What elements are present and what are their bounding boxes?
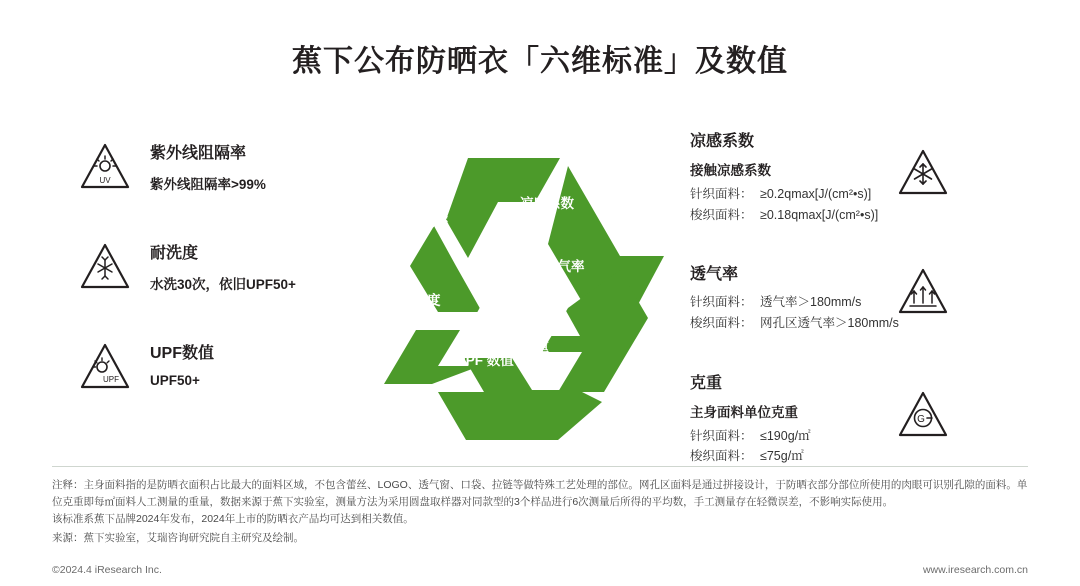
diagram-label-weight: 克重 xyxy=(522,339,549,354)
diagram-label-breathability: 透气率 xyxy=(544,259,585,274)
right-column xyxy=(690,128,940,503)
footnote-note2: 该标准系蕉下品牌2024年发布，2024年上市的防晒衣产品均可达到相关数值。 xyxy=(52,513,414,525)
item-heading: 透气率 xyxy=(690,266,739,284)
footer-copyright: ©2024.4 iResearch Inc. xyxy=(52,564,162,576)
footnote-source: 来源：蕉下实验室，艾瑞咨询研究院自主研究及绘制。 xyxy=(52,532,304,544)
item-line-label: 针织面料： xyxy=(690,295,753,310)
item-line-value: 透气率＞180mm/s xyxy=(760,295,862,310)
item-line xyxy=(690,205,940,226)
list-item xyxy=(78,140,378,194)
item-line-label: 梭织面料： xyxy=(690,315,753,330)
list-item xyxy=(690,261,940,333)
item-line-label: 针织面料： xyxy=(690,187,753,201)
item-heading: 耐洗度 xyxy=(150,245,199,262)
item-line xyxy=(690,446,940,467)
weight-triangle-icon xyxy=(896,388,950,442)
item-line-value: ≤75g/㎡ xyxy=(760,449,804,464)
diagram-label-washing: 耐洗度 xyxy=(400,293,441,308)
uv-triangle-icon xyxy=(78,140,132,194)
item-value: UPF50+ xyxy=(150,373,200,388)
list-item xyxy=(78,340,378,394)
item-heading: 凉感系数 xyxy=(690,133,755,150)
wash-triangle-icon xyxy=(78,240,132,294)
footnote-note: 注释：主身面料指的是防晒衣面积占比最大的面料区域，不包含蕾丝、LOGO、透气窗、口袋、拉链等做特殊工艺处理的部位。网孔区面料是通过拼接设计，于防晒衣部分部位所使用的肉眼可识别孔隙的面料。单位克重即每㎡面料人工测量的重量，数据来源于蕉下实验室，测量方法为采用圆盘取样器对同款型的3个样品进行6次测量后所得的平均数，手工测量存在轻微误差，不影响实际使用。 xyxy=(52,479,1028,508)
upf-triangle-icon xyxy=(78,340,132,394)
item-line-label: 针织面料： xyxy=(690,428,753,443)
item-heading: UPF数值 xyxy=(150,345,215,362)
list-item-text xyxy=(150,240,296,293)
diagram-label-cooling: 凉感系数 xyxy=(520,196,574,211)
item-line-value: ≥0.2qmax[J/(cm²•s)] xyxy=(760,187,872,201)
left-column xyxy=(78,140,378,440)
item-line-label: 梭织面料： xyxy=(690,449,753,464)
svg-text:G: G xyxy=(917,413,925,425)
item-heading: 克重 xyxy=(690,374,723,392)
list-item xyxy=(690,128,940,225)
svg-text:UV: UV xyxy=(99,176,111,185)
footnote xyxy=(52,466,1028,547)
item-heading: 紫外线阻隔率 xyxy=(150,145,247,162)
list-item xyxy=(78,240,378,294)
diagram-label-uv: 紫外线 阻隔率 xyxy=(408,196,449,229)
item-subheading: 接触凉感系数 xyxy=(690,163,771,178)
list-item-text xyxy=(150,140,266,193)
breathable-triangle-icon xyxy=(896,265,950,319)
snowflake-triangle-icon xyxy=(896,146,950,200)
footer-website: www.iresearch.com.cn xyxy=(922,564,1028,576)
item-line-label: 梭织面料： xyxy=(690,207,753,222)
item-value: 水洗30次，依旧UPF50+ xyxy=(150,277,296,292)
item-line-value: ≥0.18qmax[J/(cm²•s)] xyxy=(760,207,879,222)
page-title: 蕉下公布防晒衣「六维标准」及数值 xyxy=(292,45,788,78)
diagram-label-upf: UPF 数值 xyxy=(456,353,514,368)
svg-text:UPF: UPF xyxy=(103,375,119,384)
list-item xyxy=(690,370,940,467)
item-line-value: ≤190g/㎡ xyxy=(760,428,811,443)
list-item-text xyxy=(150,340,214,388)
item-subheading: 主身面料单位克重 xyxy=(690,404,798,420)
item-line-value: 网孔区透气率＞180mm/s xyxy=(760,315,899,330)
recycle-diagram xyxy=(372,140,672,450)
item-value: 紫外线阻隔率>99% xyxy=(150,177,266,192)
